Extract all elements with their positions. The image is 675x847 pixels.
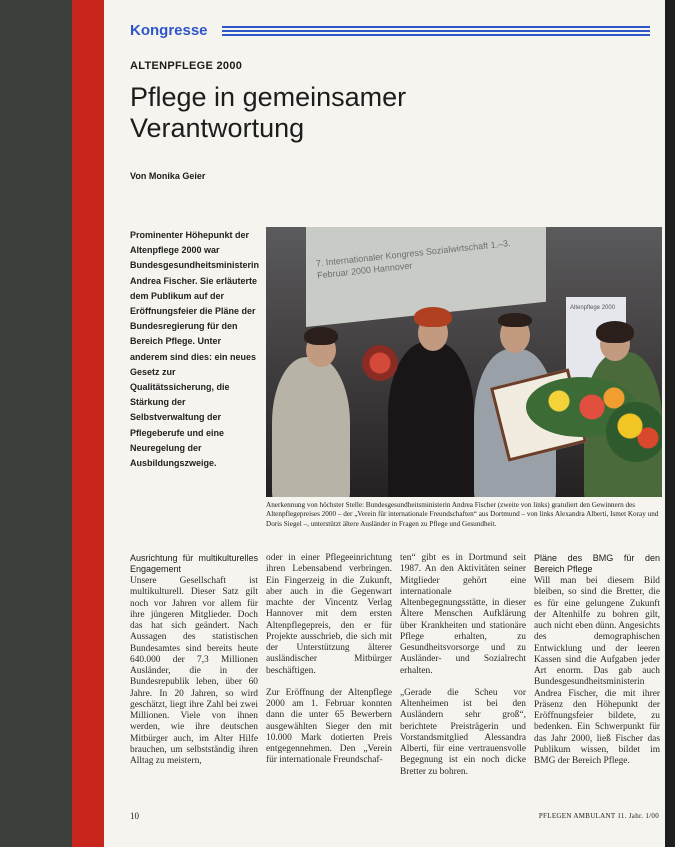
section-header [130,22,650,40]
column-3-paragraph-1: ten“ gibt es in Dortmund seit 1987. An den Aktivitäten seiner Mitglieder gehört eine internationale Altenbegegnungsstätte, in dieser Ältere Menschen Aufklärung über Krankheiten und stationäre Pflege erhalten, zu Gesundheitsvorsorge und zu Ausländer- und Sozialrecht erhalten. [400,553,526,676]
flower-bouquet-right [606,402,662,462]
event-banner-text: 7. Internationaler Kongress Sozialwirtschaft 1.–3. Februar 2000 Hannover [315,238,511,281]
poster-text: Altenpflege 2000 [570,305,616,311]
person-1-hair [304,327,338,345]
person-1 [272,357,350,497]
person-3-hair [498,313,532,327]
section-stripes [222,26,650,38]
article-headline: Pflege in gemeinsamer Verantwortung [130,82,407,143]
column-4-heading: Pläne des BMG für den Bereich Pflege [534,553,660,574]
column-2-paragraph-2: Zur Eröffnung der Altenpflege 2000 am 1. Februar konnten dann die unter 65 Bewerbern ausgewählten Sieger den mit 10.000 Mark dotierten Preis entgegennehmen. Den „Verein für internationale Freundschaf- [266,687,392,766]
section-label: Kongresse [130,22,212,39]
column-1-heading: Ausrichtung für multikulturelles Engagement [130,553,258,574]
person-2 [388,342,474,497]
magazine-page [104,0,665,847]
award-photo [266,227,662,497]
article-kicker: ALTENPFLEGE 2000 [130,60,243,72]
column-4-paragraph-1: Will man bei diesem Bild bleiben, so sind die Bretter, die es für eine gelungene Zukunft der Altenhilfe zu bohren gilt, auch nicht eben dünn. Angesichts des demographischen Entwicklung und der leeren Kassen sind die Aufgaben jeder Art enorm. Das gab auch Bundesgesundheitsministerin Andrea Fischer, die mit ihrer Präsenz den Höhepunkt der Eröffnungsfeier bildete, zu bedenken. Ein Schwerpunkt für das Jahr 2000, ließ Fischer das Publikum wissen, bildet im BMG der Bereich Pflege. [534,576,660,766]
page-edge [665,0,675,847]
article-byline: Von Monika Geier [130,171,206,181]
running-title: PFLEGEN AMBULANT 11. Jahr. 1/00 [538,812,659,820]
red-margin-strip [72,0,104,847]
text-column-4 [534,553,660,778]
column-2-paragraph-1: oder in einer Pflegeeinrichtung ihren Lebensabend verbringen. Ein Fingerzeig in die Zukunft, aber auch in die Gegenwart machte der Vincentz Verlag Hannover mit dem ersten Altenpflegepreis, den er für Projekte ausschrieb, die sich mit der Unterstützung älterer ausländischer Mitbürger beschäftigen. [266,553,392,676]
page-number: 10 [130,811,139,821]
text-column-1 [130,553,258,778]
text-column-3 [400,553,526,789]
text-column-2 [266,553,392,778]
person-2-hair [414,307,452,327]
column-3-paragraph-2: „Gerade die Scheu vor Altenheimen ist bei den Ausländern sehr groß“, berichtete Preisträgerin und Vorstandsmitglied Alessandra Alberti, für eine vertrauensvolle Begegnung ist ein noch dicke Bretter zu bohren. [400,687,526,777]
person-4-hair [596,321,634,343]
column-1-paragraph-1: Unsere Gesellschaft ist multikulturell. Dieser Satz gilt noch vor Jahren vor allem für ihre jüngeren Mitglieder. Doch das hat sich geändert. Nach Aussagen des statistischen Bundesamtes sind bereits heute 640.000 der 7,3 Millionen Ausländer, die in der Bundesrepublik leben, über 60 Jahre. In 20 Jahren, so wird geschätzt, liegt ihre Zahl bei zwei Millionen. Viele von ihnen werden, wie ihre deutschen Mitbürger auch, im Alter Hilfe brauchen, um selbstständig ihren Alltag zu meistern, [130,576,258,766]
flower-bouquet-small [362,345,398,381]
article-intro: Prominenter Höhepunkt der Altenpflege 2000 war Bundesgesundheitsministerin Andrea Fischer. Sie erläuterte dem Publikum auf der Eröffnungsfeier die Pläne der Bundesregierung für den Bereich Pflege. Unter anderem sind dies: ein neues Gesetz zur Qualitätssicherung, die Stärkung der Selbstverwaltung der Pflegeberufe und eine Neuregelung der Ausbildungszweige. [130,230,260,469]
binding-spine [0,0,72,847]
photo-caption: Anerkennung von höchster Stelle: Bundesgesundheitsministerin Andrea Fischer (zweite von links) gratuliert den Gewinnern des Altenpflegepreises 2000 – der „Verein für internationale Freundschaften“ aus Dortmund – von links Alexandra Alberti, Ismet Koray und Doris Siegel –, unterstützt ältere Ausländer in Fragen zu Pflege und Gesundheit. [266,501,659,528]
